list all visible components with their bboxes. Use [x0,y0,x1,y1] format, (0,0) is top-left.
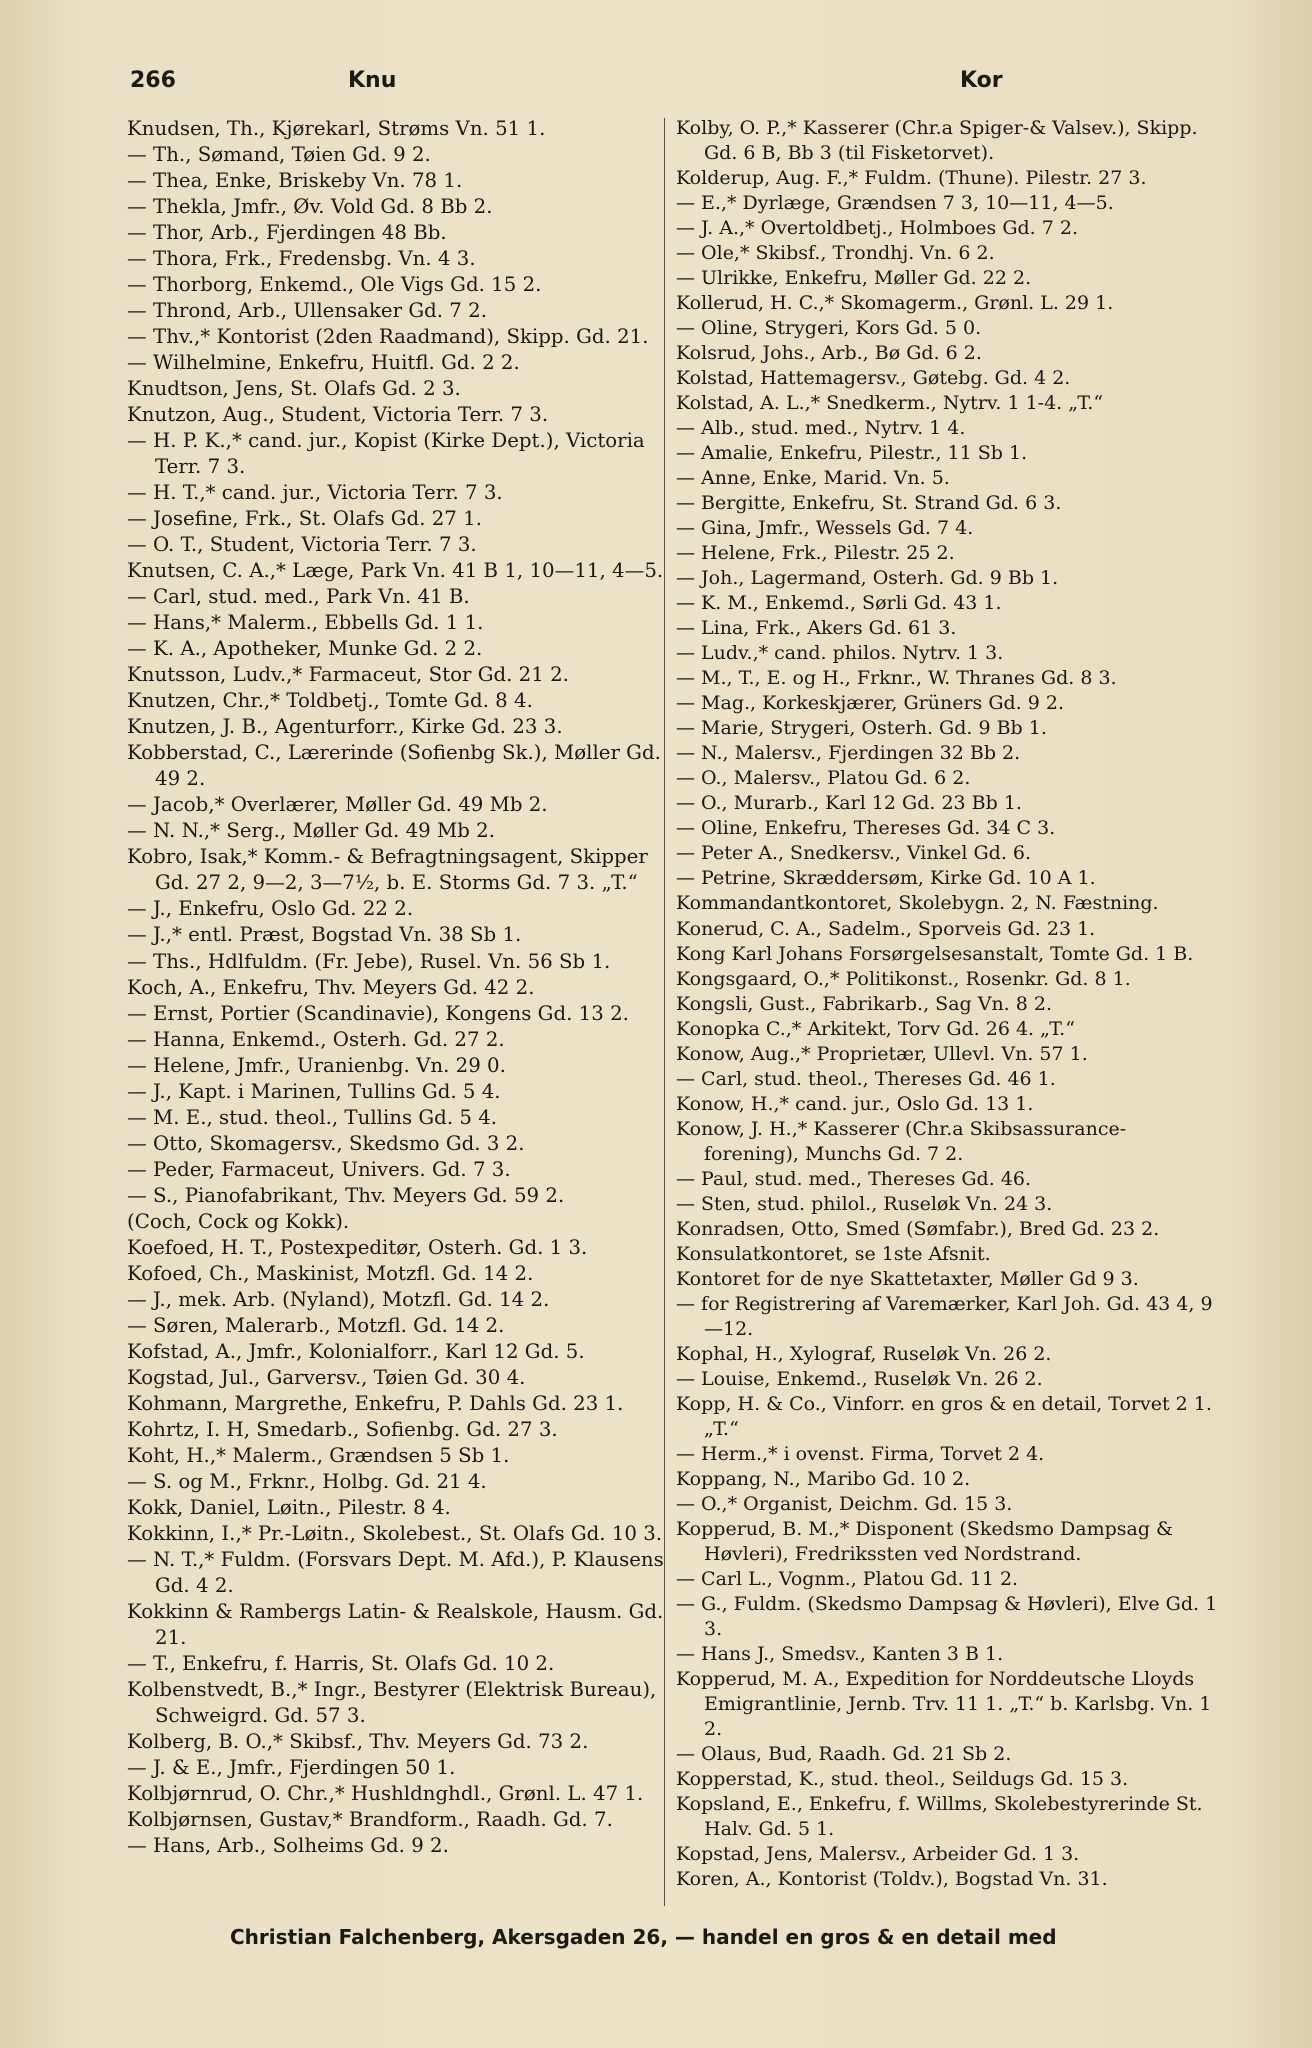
directory-entry: Kohmann, Margrethe, Enkefru, P. Dahls Gd. 23 1. [127,1391,624,1415]
directory-entry: Kohrtz, I. H, Smedarb., Sofienbg. Gd. 27 3. [127,1417,558,1441]
left-column [127,116,669,1859]
directory-entry: — Carl, stud. med., Park Vn. 41 B. [127,585,470,609]
directory-entry: Konow, J. H.,* Kasserer (Chr.a Skibsassurance-forening), Munchs Gd. 7 2. [676,1117,1127,1165]
directory-entry: — O.,* Organist, Deichm. Gd. 15 3. [676,1492,1013,1515]
directory-entry: — Herm.,* i ovenst. Firma, Torvet 2 4. [676,1442,1045,1465]
directory-entry: — Peter A., Snedkersv., Vinkel Gd. 6. [676,842,1032,865]
directory-entry: Kolbenstvedt, B.,* Ingr., Bestyrer (Elektrisk Bureau), Schweigrd. Gd. 57 3. [127,1677,657,1727]
directory-entry: — Marie, Strygeri, Osterh. Gd. 9 Bb 1. [676,717,1047,740]
directory-entry: — Mag., Korkeskjærer, Grüners Gd. 9 2. [676,692,1065,715]
directory-entry: — Thekla, Jmfr., Øv. Vold Gd. 8 Bb 2. [127,195,493,219]
directory-entry: — Ole,* Skibsf., Trondhj. Vn. 6 2. [676,242,995,265]
directory-entry: Kopsland, E., Enkefru, f. Willms, Skolebestyrerinde St. Halv. Gd. 5 1. [676,1793,1203,1841]
directory-entry: — Hans, Arb., Solheims Gd. 9 2. [127,1834,449,1858]
directory-entry: — Thor, Arb., Fjerdingen 48 Bb. [127,221,447,245]
directory-entry: — Helene, Jmfr., Uranienbg. Vn. 29 0. [127,1053,506,1077]
directory-entry: — Joh., Lagermand, Osterh. Gd. 9 Bb 1. [676,567,1059,590]
directory-entry: — Carl, stud. theol., Thereses Gd. 46 1. [676,1067,1056,1090]
directory-entry: — E.,* Dyrlæge, Grændsen 7 3, 10—11, 4—5. [676,192,1114,215]
directory-entry: Kolstad, A. L.,* Snedkerm., Nytrv. 1 1-4. „T.“ [676,392,1104,415]
directory-entry: Kolsrud, Johs., Arb., Bø Gd. 6 2. [676,342,982,365]
directory-entry: — Thorborg, Enkemd., Ole Vigs Gd. 15 2. [127,273,542,297]
directory-entry: Knutsen, C. A.,* Læge, Park Vn. 41 B 1, 10—11, 4—5. [127,559,664,583]
directory-entry: — Jacob,* Overlærer, Møller Gd. 49 Mb 2. [127,793,548,817]
directory-entry: Kolberg, B. O.,* Skibsf., Thv. Meyers Gd. 73 2. [127,1729,589,1753]
directory-entry: — S. og M., Frknr., Holbg. Gd. 21 4. [127,1469,487,1493]
directory-entry: — M. E., stud. theol., Tullins Gd. 5 4. [127,1105,498,1129]
directory-entry: (Coch, Cock og Kokk). [127,1209,350,1233]
directory-entry: Kogstad, Jul., Garversv., Tøien Gd. 30 4. [127,1365,526,1389]
directory-entry: — M., T., E. og H., Frknr., W. Thranes Gd. 8 3. [676,667,1117,690]
directory-entry: — Ulrikke, Enkefru, Møller Gd. 22 2. [676,267,1032,290]
directory-entry: Kobberstad, C., Lærerinde (Sofienbg Sk.), Møller Gd. 49 2. [127,741,661,791]
directory-entry: Kopperstad, K., stud. theol., Seildugs Gd. 15 3. [676,1768,1129,1791]
directory-entry: — for Registrering af Varemærker, Karl Joh. Gd. 43 4, 9—12. [676,1292,1213,1340]
directory-entry: — O., Murarb., Karl 12 Gd. 23 Bb 1. [676,792,1022,815]
directory-entry: Kong Karl Johans Forsørgelsesanstalt, Tomte Gd. 1 B. [676,942,1194,965]
directory-entry: Knudsen, Th., Kjørekarl, Strøms Vn. 51 1. [127,117,546,140]
directory-entry: Konsulatkontoret, se 1ste Afsnit. [676,1242,991,1265]
directory-entry: — N. T.,* Fuldm. (Forsvars Dept. M. Afd.), P. Klausens Gd. 4 2. [127,1547,664,1597]
directory-entry: — J., mek. Arb. (Nyland), Motzfl. Gd. 14 2. [127,1287,550,1311]
directory-entry: Kollerud, H. C.,* Skomagerm., Grønl. L. 29 1. [676,292,1114,315]
directory-entry: Koht, H.,* Malerm., Grændsen 5 Sb 1. [127,1443,510,1467]
directory-entry: Kokkinn & Rambergs Latin- & Realskole, Hausm. Gd. 21. [127,1599,664,1649]
directory-entry: Knudtson, Jens, St. Olafs Gd. 2 3. [127,377,461,401]
directory-entry: — Hans,* Malerm., Ebbells Gd. 1 1. [127,611,484,635]
directory-entry: Kontoret for de nye Skattetaxter, Møller Gd 9 3. [676,1267,1139,1290]
directory-entry: Kofoed, Ch., Maskinist, Motzfl. Gd. 14 2. [127,1261,534,1285]
directory-entry: — Helene, Frk., Pilestr. 25 2. [676,542,955,565]
directory-entry: — Petrine, Skræddersøm, Kirke Gd. 10 A 1. [676,867,1096,890]
directory-entry: — N. N.,* Serg., Møller Gd. 49 Mb 2. [127,819,495,843]
right-running-head: Kor [960,68,1003,93]
directory-entry: Kolbjørnrud, O. Chr.,* Hushldnghdl., Grønl. L. 47 1. [127,1782,644,1805]
directory-entry: Knutsson, Ludv.,* Farmaceut, Stor Gd. 21 2. [127,663,569,687]
right-column [676,116,1218,1892]
directory-entry: Kolby, O. P.,* Kasserer (Chr.a Spiger-& Valsev.), Skipp. Gd. 6 B, Bb 3 (til Fisketorvet). [676,117,1198,165]
directory-entry: — Olaus, Bud, Raadh. Gd. 21 Sb 2. [676,1743,1012,1766]
directory-entry: Knutzen, Chr.,* Toldbetj., Tomte Gd. 8 4. [127,689,533,713]
directory-entry: — Gina, Jmfr., Wessels Gd. 7 4. [676,517,974,540]
directory-entry: Kopstad, Jens, Malersv., Arbeider Gd. 1 3. [676,1843,1080,1866]
directory-entry: — O., Malersv., Platou Gd. 6 2. [676,767,971,790]
directory-entry: — H. P. K.,* cand. jur., Kopist (Kirke Dept.), Victoria Terr. 7 3. [127,429,645,479]
directory-entry: — Hans J., Smedsv., Kanten 3 B 1. [676,1642,1004,1665]
directory-entry: — J., Enkefru, Oslo Gd. 22 2. [127,897,414,921]
directory-entry: — S., Pianofabrikant, Thv. Meyers Gd. 59 2. [127,1183,565,1207]
directory-entry: — J., Kapt. i Marinen, Tullins Gd. 5 4. [127,1079,501,1103]
directory-entry: Konow, H.,* cand. jur., Oslo Gd. 13 1. [676,1092,1034,1115]
directory-entry: — O. T., Student, Victoria Terr. 7 3. [127,533,477,557]
directory-entry: — Peder, Farmaceut, Univers. Gd. 7 3. [127,1157,511,1181]
directory-entry: — Josefine, Frk., St. Olafs Gd. 27 1. [127,507,482,531]
directory-entry: Kokkinn, I.,* Pr.-Løitn., Skolebest., St. Olafs Gd. 10 3. [127,1521,663,1545]
directory-entry: Konopka C.,* Arkitekt, Torv Gd. 26 4. „T.“ [676,1017,1075,1040]
directory-entry: — Ths., Hdlfuldm. (Fr. Jebe), Rusel. Vn. 56 Sb 1. [127,949,611,973]
directory-entry: — Bergitte, Enkefru, St. Strand Gd. 6 3. [676,492,1062,515]
directory-entry: Kofstad, A., Jmfr., Kolonialforr., Karl 12 Gd. 5. [127,1339,585,1363]
directory-entry: — Amalie, Enkefru, Pilestr., 11 Sb 1. [676,442,1028,465]
directory-entry: — Th., Sømand, Tøien Gd. 9 2. [127,143,431,167]
directory-entry: — Louise, Enkemd., Ruseløk Vn. 26 2. [676,1367,1043,1390]
directory-entry: — K. M., Enkemd., Sørli Gd. 43 1. [676,592,1002,615]
directory-entry: Konow, Aug.,* Proprietær, Ullevl. Vn. 57 1. [676,1042,1088,1065]
directory-entry: — Otto, Skomagersv., Skedsmo Gd. 3 2. [127,1131,525,1155]
directory-entry: — G., Fuldm. (Skedsmo Dampsag & Høvleri), Elve Gd. 1 3. [676,1592,1218,1640]
directory-entry: Kolbjørnsen, Gustav,* Brandform., Raadh. Gd. 7. [127,1808,613,1832]
directory-entry: Kolderup, Aug. F.,* Fuldm. (Thune). Pilestr. 27 3. [676,167,1147,190]
directory-entry: — Hanna, Enkemd., Osterh. Gd. 27 2. [127,1027,505,1051]
directory-entry: — H. T.,* cand. jur., Victoria Terr. 7 3. [127,481,503,505]
directory-entry: — Oline, Enkefru, Thereses Gd. 34 C 3. [676,817,1056,840]
directory-entry: — Sten, stud. philol., Ruseløk Vn. 24 3. [676,1192,1053,1215]
directory-entry: — J. & E., Jmfr., Fjerdingen 50 1. [127,1755,456,1779]
directory-entry: Koppang, N., Maribo Gd. 10 2. [676,1467,971,1490]
directory-entry: — T., Enkefru, f. Harris, St. Olafs Gd. 10 2. [127,1651,555,1675]
directory-entry: Konerud, C. A., Sadelm., Sporveis Gd. 23 1. [676,917,1096,940]
directory-entry: Koch, A., Enkefru, Thv. Meyers Gd. 42 2. [127,975,535,999]
directory-entry: — Ludv.,* cand. philos. Nytrv. 1 3. [676,642,1004,665]
directory-entry: Kolstad, Hattemagersv., Gøtebg. Gd. 4 2. [676,367,1071,390]
directory-entry: — Oline, Strygeri, Kors Gd. 5 0. [676,317,982,340]
directory-entry: Kophal, H., Xylograf, Ruseløk Vn. 26 2. [676,1342,1052,1365]
column-divider [664,118,665,1906]
directory-entry: — J.,* entl. Præst, Bogstad Vn. 38 Sb 1. [127,923,522,947]
directory-entry: Kongsli, Gust., Fabrikarb., Sag Vn. 8 2. [676,992,1053,1015]
directory-entry: — Anne, Enke, Marid. Vn. 5. [676,467,950,490]
directory-entry: — Alb., stud. med., Nytrv. 1 4. [676,417,966,440]
directory-entry: Koefoed, H. T., Postexpeditør, Osterh. Gd. 1 3. [127,1235,588,1259]
directory-entry: Kopperud, M. A., Expedition for Norddeutsche Lloyds Emigrantlinie, Jernb. Trv. 11 1. „T.“ b. Karlsbg. Vn. 1 2. [676,1667,1212,1740]
directory-entry: — Paul, stud. med., Thereses Gd. 46. [676,1167,1031,1190]
page-number: 266 [130,68,176,93]
directory-entry: — J. A.,* Overtoldbetj., Holmboes Gd. 7 2. [676,217,1079,240]
directory-entry: Koren, A., Kontorist (Toldv.), Bogstad Vn. 31. [676,1868,1108,1891]
directory-entry: — Thora, Frk., Fredensbg. Vn. 4 3. [127,247,476,271]
directory-entry: Knutzen, J. B., Agenturforr., Kirke Gd. 23 3. [127,715,563,739]
directory-entry: — Thea, Enke, Briskeby Vn. 78 1. [127,169,463,193]
directory-entry: Knutzon, Aug., Student, Victoria Terr. 7 3. [127,403,549,427]
footer-advertisement: Christian Falchenberg, Akersgaden 26, — handel en gros & en detail med [230,1925,1057,1949]
directory-entry: — Ernst, Portier (Scandinavie), Kongens Gd. 13 2. [127,1001,629,1025]
directory-entry: Kokk, Daniel, Løitn., Pilestr. 8 4. [127,1495,451,1519]
directory-entry: Kongsgaard, O.,* Politikonst., Rosenkr. Gd. 8 1. [676,967,1131,990]
directory-entry: Kopp, H. & Co., Vinforr. en gros & en detail, Torvet 2 1. „T.“ [676,1392,1212,1440]
directory-entry: Konradsen, Otto, Smed (Sømfabr.), Bred Gd. 23 2. [676,1217,1160,1240]
left-running-head: Knu [348,68,397,93]
directory-entry: — Wilhelmine, Enkefru, Huitfl. Gd. 2 2. [127,351,520,375]
directory-entry: — K. A., Apotheker, Munke Gd. 2 2. [127,637,483,661]
directory-entry: — Lina, Frk., Akers Gd. 61 3. [676,617,957,640]
directory-entry: Kommandantkontoret, Skolebygn. 2, N. Fæstning. [676,892,1159,915]
directory-entry: — N., Malersv., Fjerdingen 32 Bb 2. [676,742,1021,765]
directory-entry: — Thv.,* Kontorist (2den Raadmand), Skipp. Gd. 21. [127,325,649,349]
directory-entry: Kopperud, B. M.,* Disponent (Skedsmo Dampsag & Høvleri), Fredrikssten ved Nordstrand. [676,1517,1173,1565]
directory-entry: Kobro, Isak,* Komm.- & Befragtningsagent, Skipper Gd. 27 2, 9—2, 3—7½, b. E. Storms Gd. 7 3. „T.“ [127,845,648,895]
directory-entry: — Thrond, Arb., Ullensaker Gd. 7 2. [127,299,487,323]
directory-entry: — Søren, Malerarb., Motzfl. Gd. 14 2. [127,1313,505,1337]
directory-entry: — Carl L., Vognm., Platou Gd. 11 2. [676,1567,1019,1590]
